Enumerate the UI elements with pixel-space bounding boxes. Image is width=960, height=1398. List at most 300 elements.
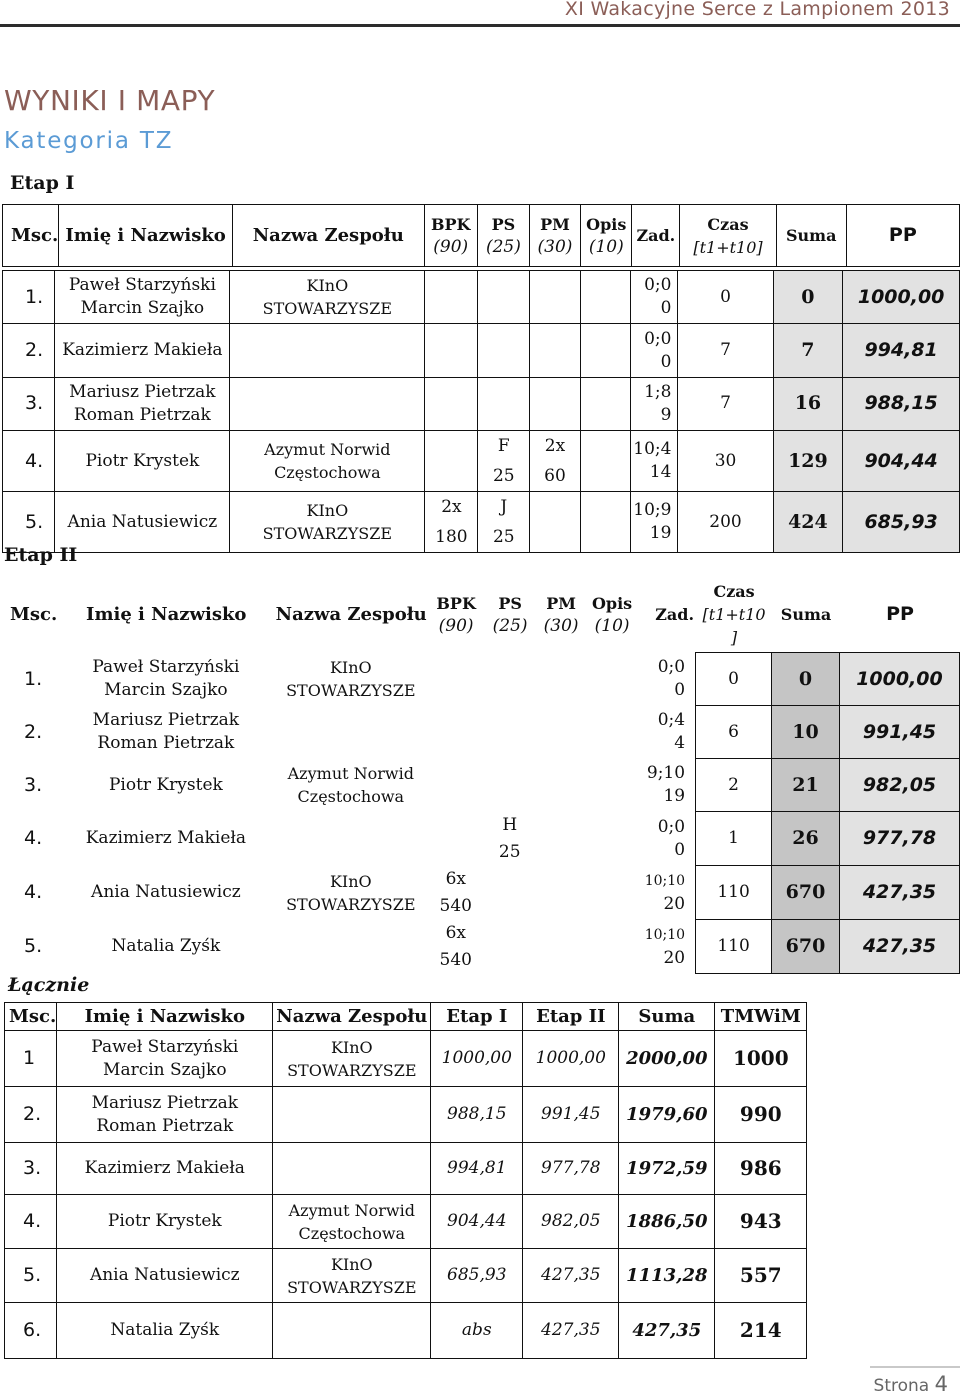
pp-cell: 1000,00 [839, 653, 959, 706]
col-name-header: Imię i Nazwisko [59, 205, 233, 267]
team-name-cell [275, 759, 427, 812]
col-etap1-header: Etap I [431, 1003, 523, 1031]
ps-label: PS [498, 593, 522, 613]
team-name-cell [230, 377, 425, 430]
competitor-name-line1: Kazimierz Makieła [85, 828, 247, 848]
tmwim-cell: 214 [715, 1303, 807, 1359]
ps-max: (25) [492, 615, 528, 636]
zad-cell [630, 492, 678, 553]
bpk-label: BPK [430, 214, 471, 234]
czas-cell: 30 [678, 431, 773, 492]
table-row [3, 377, 960, 430]
bpk-cell [427, 706, 485, 759]
zad-cell [637, 759, 696, 812]
competitor-name-cell [55, 377, 230, 430]
pm-cell [530, 324, 581, 377]
header-rule [0, 24, 960, 27]
zad-cell [630, 324, 678, 377]
opis-cell [580, 377, 630, 430]
pp-cell: 977,78 [839, 812, 959, 866]
place-cell: 4. [3, 431, 55, 492]
col-name-header: Imię i Nazwisko [57, 1003, 273, 1031]
col-suma-header: Suma [776, 205, 846, 267]
bpk-cell [427, 759, 485, 812]
team-name-line2: Częstochowa [274, 463, 381, 483]
team-name-cell [230, 431, 425, 492]
col-ps-header [485, 580, 535, 649]
place-cell: 2. [24, 720, 43, 743]
col-czas-header [680, 205, 777, 267]
ps-value-line2: 25 [492, 466, 515, 487]
bpk-cell [425, 492, 478, 553]
competitor-name-cell [57, 1195, 273, 1249]
suma-cell: 10 [772, 706, 840, 759]
page-number-value: 4 [934, 1372, 948, 1396]
page-subtitle: Kategoria TZ [4, 128, 174, 154]
team-name-line2: STOWARZYSZE [262, 524, 393, 544]
zad-value-line2: 14 [649, 462, 672, 483]
team-name-line1: KInO [329, 871, 372, 891]
col-team-header: Nazwa Zespołu [275, 604, 427, 625]
czas-cell: 2 [696, 759, 772, 812]
team-name-cell [230, 271, 425, 324]
table-row [2, 920, 960, 974]
table-row [2, 812, 960, 866]
czas-cell: 0 [696, 653, 772, 706]
competitor-name-cell [57, 653, 275, 706]
opis-cell [580, 324, 630, 377]
zad-value-line1: 0;0 [644, 275, 672, 296]
pm-value-line2: 60 [544, 466, 566, 487]
zad-cell [630, 377, 678, 430]
table-row [5, 1195, 807, 1249]
suma-cell: 0 [772, 653, 840, 706]
tmwim-cell: 1000 [715, 1031, 807, 1087]
competitor-name-cell [55, 324, 230, 377]
czas-cell: 200 [678, 492, 773, 553]
zad-value-line1: 10;10 [644, 872, 686, 889]
etap1-header-row [3, 205, 960, 267]
pp-cell: 427,35 [839, 920, 959, 974]
opis-cell [587, 920, 637, 974]
place-cell: 6. [5, 1303, 57, 1359]
opis-cell [580, 431, 630, 492]
opis-cell [587, 653, 637, 706]
team-name-cell [273, 1031, 431, 1087]
pp-cell: 991,45 [839, 706, 959, 759]
etap1-score-cell: abs [431, 1303, 523, 1359]
team-name-cell [275, 706, 427, 759]
ps-cell [485, 812, 535, 866]
zad-value-line1: 0;0 [644, 328, 672, 349]
tmwim-cell: 557 [715, 1249, 807, 1303]
bpk-cell [427, 920, 485, 974]
etap1-score-cell: 1000,00 [431, 1031, 523, 1087]
table-row [3, 431, 960, 492]
zad-value-line1: 0;0 [657, 816, 686, 837]
competitor-name-line2: Roman Pietrzak [96, 1115, 234, 1136]
team-name-line1: Azymut Norwid [288, 1200, 415, 1220]
pp-cell: 982,05 [839, 759, 959, 812]
ps-value-line2: 25 [498, 841, 521, 862]
competitor-name-cell [57, 1303, 273, 1359]
suma-cell: 670 [772, 866, 840, 920]
ps-value-line2: 25 [492, 527, 515, 548]
competitor-name-line1: Piotr Krystek [107, 1211, 222, 1231]
czas-formula: [t1+t10] [693, 237, 763, 257]
bpk-cell [427, 653, 485, 706]
page-number [874, 1372, 948, 1396]
zad-value-line2: 20 [663, 947, 686, 968]
competitor-name-line2: Marcin Szajko [80, 298, 205, 319]
ps-cell [478, 377, 530, 430]
team-name-line2: STOWARZYSZE [262, 299, 393, 319]
table-row [3, 492, 960, 553]
table-row [5, 1031, 807, 1087]
competitor-name-cell [57, 920, 275, 974]
table-row [5, 1249, 807, 1303]
ps-label: PS [491, 214, 516, 234]
page-title: WYNIKI I MAPY [4, 84, 216, 117]
czas-cell: 110 [696, 920, 772, 974]
etap2-score-cell: 427,35 [523, 1249, 619, 1303]
competitor-name-line2: Marcin Szajko [104, 680, 228, 700]
bpk-cell [427, 812, 485, 866]
zad-value-line1: 10;9 [633, 500, 672, 521]
col-name-header: Imię i Nazwisko [86, 604, 247, 625]
etap1-score-cell: 904,44 [431, 1195, 523, 1249]
competitor-name-line1: Piotr Krystek [108, 774, 223, 795]
suma-cell: 26 [772, 812, 840, 866]
tmwim-cell: 943 [715, 1195, 807, 1249]
ps-cell [485, 706, 535, 759]
col-ps-header [477, 205, 529, 267]
competitor-name-line1: Mariusz Pietrzak [92, 710, 240, 730]
pm-cell [535, 759, 587, 812]
etap2-header-row [2, 580, 960, 649]
opis-max: (10) [588, 236, 624, 257]
pm-value-line1: 2x [544, 436, 566, 457]
col-czas-header [696, 580, 772, 649]
zad-cell [637, 706, 696, 759]
czas-label: Czas [713, 582, 755, 601]
bpk-label: BPK [436, 593, 476, 613]
team-name-line1: KInO [306, 501, 349, 521]
competitor-name-cell [55, 271, 230, 324]
competitor-name-line2: Roman Pietrzak [73, 404, 211, 425]
place-cell: 3. [5, 1143, 57, 1195]
opis-cell [587, 866, 637, 920]
pm-label: PM [540, 214, 570, 234]
ps-cell [485, 759, 535, 812]
etap1-table [2, 204, 960, 267]
competitor-name-line1: Paweł Starzyński [91, 1036, 239, 1057]
zad-value-line2: 20 [663, 893, 686, 914]
competitor-name-cell [55, 431, 230, 492]
competitor-name-line1: Natalia Zyśk [111, 936, 221, 956]
competitor-name-cell [57, 1143, 273, 1195]
suma-cell: 16 [773, 377, 843, 430]
bpk-max: (90) [438, 615, 474, 636]
team-name-cell [273, 1195, 431, 1249]
competitor-name-cell [57, 759, 275, 812]
suma-cell: 21 [772, 759, 840, 812]
etap1-score-cell: 994,81 [431, 1143, 523, 1195]
competitor-name-line1: Paweł Starzyński [92, 657, 240, 677]
team-name-line1: Azymut Norwid [287, 764, 414, 783]
competitor-name-line1: Ania Natusiewicz [67, 511, 218, 532]
pm-cell [535, 706, 587, 759]
team-name-line1: KInO [306, 276, 349, 296]
suma-cell: 424 [773, 492, 843, 553]
ps-max: (25) [485, 236, 521, 257]
col-msc-header: Msc. [5, 1003, 57, 1031]
ps-value-line1: H [502, 814, 518, 835]
czas-cell: 1 [696, 812, 772, 866]
col-bpk-header [424, 205, 477, 267]
competitor-name-line2: Roman Pietrzak [97, 733, 235, 753]
ps-cell [485, 866, 535, 920]
etap1-score-cell: 685,93 [431, 1249, 523, 1303]
etap2-score-cell: 977,78 [523, 1143, 619, 1195]
col-pp-header: PP [886, 603, 914, 625]
pm-cell [535, 920, 587, 974]
opis-cell [580, 271, 630, 324]
team-name-cell [275, 812, 427, 866]
zad-value-line1: 1;8 [644, 381, 672, 402]
bpk-value-line1: 6x [445, 922, 466, 943]
pm-cell [535, 812, 587, 866]
etap1-body [2, 270, 960, 553]
zad-value-line2: 0 [660, 298, 672, 319]
ps-value-line1: J [500, 497, 508, 518]
ps-cell [485, 920, 535, 974]
etap2-body [2, 652, 960, 974]
team-name-cell [275, 653, 427, 706]
pm-cell [530, 431, 581, 492]
pp-cell: 988,15 [843, 377, 960, 430]
competitor-name-line1: Mariusz Pietrzak [91, 1092, 239, 1113]
pm-cell [535, 653, 587, 706]
place-cell: 4. [24, 881, 43, 903]
team-name-cell [273, 1087, 431, 1143]
team-name-cell [273, 1303, 431, 1359]
table-row [3, 271, 960, 324]
competitor-name-cell [57, 1087, 273, 1143]
pm-cell [530, 271, 581, 324]
etap1-label: Etap I [10, 172, 75, 194]
zad-cell [637, 866, 696, 920]
competitor-name-cell [55, 492, 230, 553]
suma-cell: 129 [773, 431, 843, 492]
opis-label: Opis [591, 593, 633, 613]
team-name-cell [273, 1249, 431, 1303]
ps-cell [485, 653, 535, 706]
pp-cell: 904,44 [843, 431, 960, 492]
opis-cell [580, 492, 630, 553]
pm-cell [535, 866, 587, 920]
ps-cell [478, 431, 530, 492]
bpk-value-line1: 2x [441, 497, 462, 518]
team-name-line1: Azymut Norwid [264, 440, 391, 460]
place-cell: 2. [5, 1087, 57, 1143]
suma-cell: 1113,28 [619, 1249, 715, 1303]
bpk-cell [425, 271, 478, 324]
team-name-line2: Częstochowa [298, 1223, 406, 1243]
col-bpk-header [427, 580, 485, 649]
col-zad-header: Zad. [632, 205, 680, 267]
tmwim-cell: 986 [715, 1143, 807, 1195]
competitor-name-cell [57, 1031, 273, 1087]
col-team-header: Nazwa Zespołu [273, 1003, 431, 1031]
czas-cell: 110 [696, 866, 772, 920]
place-cell: 1. [3, 271, 55, 324]
team-name-line2: Częstochowa [297, 787, 405, 806]
col-suma-header: Suma [780, 605, 832, 624]
total-table [4, 1002, 807, 1359]
place-cell: 4. [24, 827, 43, 849]
ps-value-line1: F [497, 436, 510, 457]
zad-value-line1: 9;10 [646, 763, 686, 783]
zad-value-line1: 10;10 [644, 926, 686, 943]
czas-cell: 6 [696, 706, 772, 759]
competitor-name-cell [57, 1249, 273, 1303]
ps-cell [478, 271, 530, 324]
pm-cell [530, 492, 581, 553]
opis-label: Opis [586, 214, 627, 234]
etap2-label: Etap II [4, 544, 78, 566]
table-row [2, 866, 960, 920]
col-etap2-header: Etap II [523, 1003, 619, 1031]
table-row [2, 653, 960, 706]
czas-label: Czas [707, 214, 749, 234]
czas-cell: 0 [678, 271, 773, 324]
zad-cell [637, 812, 696, 866]
bpk-cell [425, 431, 478, 492]
competitor-name-line1: Ania Natusiewicz [91, 882, 241, 902]
zad-value-line2: 19 [649, 523, 672, 544]
zad-value-line1: 10;4 [633, 439, 672, 460]
suma-cell: 1972,59 [619, 1143, 715, 1195]
suma-cell: 670 [772, 920, 840, 974]
team-name-line2: STOWARZYSZE [287, 1277, 417, 1297]
zad-value-line2: 19 [663, 786, 686, 806]
team-name-line2: STOWARZYSZE [287, 1060, 417, 1080]
opis-max: (10) [594, 615, 630, 636]
place-cell: 3. [3, 377, 55, 430]
place-cell: 5. [24, 935, 43, 957]
pp-cell: 994,81 [843, 324, 960, 377]
table-row [5, 1087, 807, 1143]
pm-max: (30) [543, 615, 579, 636]
event-title: XI Wakacyjne Serce z Lampionem 2013 [564, 0, 950, 20]
bpk-cell [425, 377, 478, 430]
col-pm-header [535, 580, 587, 649]
competitor-name-line2: Marcin Szajko [103, 1059, 227, 1080]
opis-cell [587, 812, 637, 866]
table-row [2, 706, 960, 759]
total-header-row [5, 1003, 807, 1031]
opis-cell [587, 706, 637, 759]
col-zad-header: Zad. [655, 605, 695, 624]
zad-cell [637, 653, 696, 706]
zad-value-line2: 0 [660, 351, 672, 372]
ps-cell [478, 492, 530, 553]
place-cell: 2. [3, 324, 55, 377]
etap2-score-cell: 982,05 [523, 1195, 619, 1249]
competitor-name-line1: Kazimierz Makieła [84, 1158, 245, 1178]
zad-value-line1: 0;4 [657, 710, 686, 730]
etap1-score-cell: 988,15 [431, 1087, 523, 1143]
zad-value-line2: 4 [674, 733, 686, 753]
team-name-cell [275, 866, 427, 920]
team-name-cell [230, 324, 425, 377]
bpk-max: (90) [433, 236, 469, 257]
pp-cell: 427,35 [839, 866, 959, 920]
place-cell: 5. [5, 1249, 57, 1303]
ps-cell [478, 324, 530, 377]
col-team-header: Nazwa Zespołu [232, 205, 424, 267]
suma-cell: 2000,00 [619, 1031, 715, 1087]
bpk-value-line2: 540 [439, 895, 472, 916]
col-tmwim-header: TMWiM [715, 1003, 807, 1031]
competitor-name-line1: Kazimierz Makieła [62, 340, 223, 361]
table-row [5, 1143, 807, 1195]
czas-cell: 7 [678, 377, 773, 430]
zad-value-line2: 9 [660, 404, 672, 425]
table-row [3, 324, 960, 377]
pm-cell [530, 377, 581, 430]
suma-cell: 427,35 [619, 1303, 715, 1359]
etap2-table [2, 580, 960, 649]
competitor-name-line1: Mariusz Pietrzak [69, 381, 216, 402]
col-opis-header [581, 205, 632, 267]
suma-cell: 1979,60 [619, 1087, 715, 1143]
page-label: Strona [873, 1376, 930, 1396]
tmwim-cell: 990 [715, 1087, 807, 1143]
zad-cell [637, 920, 696, 974]
etap2-score-cell: 427,35 [523, 1303, 619, 1359]
col-msc-header: Msc. [3, 205, 59, 267]
competitor-name-line1: Ania Natusiewicz [89, 1265, 240, 1285]
team-name-cell [230, 492, 425, 553]
competitor-name-line1: Natalia Zyśk [110, 1320, 220, 1340]
opis-cell [587, 759, 637, 812]
czas-formula: [t1+t10 [702, 605, 766, 624]
pm-max: (30) [537, 236, 573, 257]
place-cell: 4. [5, 1195, 57, 1249]
bpk-cell [425, 324, 478, 377]
competitor-name-cell [57, 866, 275, 920]
pp-cell: 685,93 [843, 492, 960, 553]
col-pp-header: PP [846, 205, 959, 267]
czas-cell: 7 [678, 324, 773, 377]
team-name-cell [275, 920, 427, 974]
czas-formula-end: ] [730, 628, 738, 647]
col-opis-header [587, 580, 637, 649]
zad-value-line2: 0 [674, 680, 686, 700]
bpk-value-line1: 6x [445, 868, 466, 889]
pp-cell: 1000,00 [843, 271, 960, 324]
team-name-line1: KInO [330, 1254, 373, 1274]
team-name-cell [273, 1143, 431, 1195]
etap2-score-cell: 991,45 [523, 1087, 619, 1143]
team-name-line1: KInO [330, 1037, 373, 1057]
zad-cell [630, 271, 678, 324]
total-label: Łącznie [8, 974, 90, 996]
pm-label: PM [546, 593, 576, 613]
competitor-name-cell [57, 812, 275, 866]
